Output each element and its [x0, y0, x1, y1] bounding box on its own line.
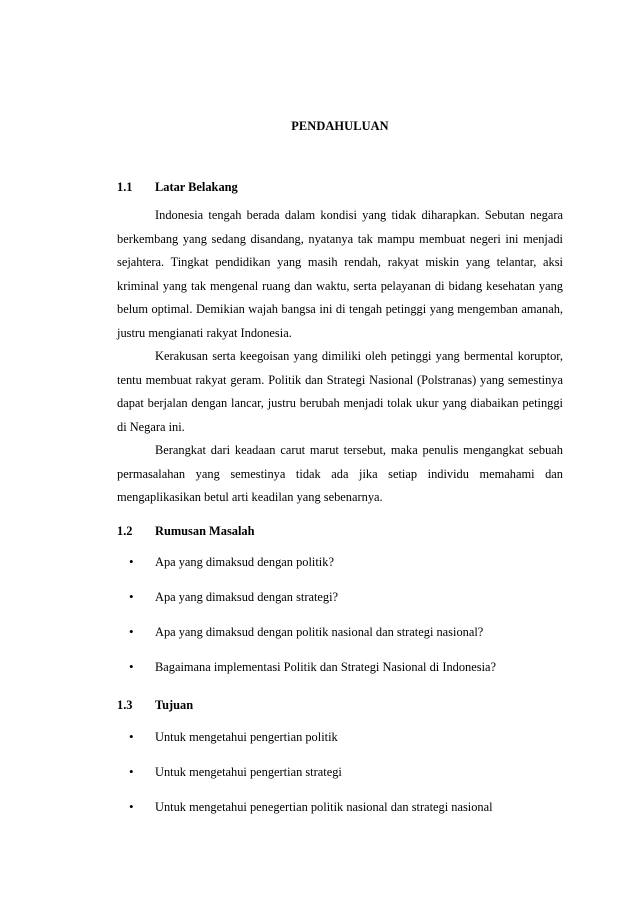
list-item: [117, 555, 496, 590]
list-item: [117, 590, 496, 625]
section-heading-rumusan-masalah: [117, 524, 255, 539]
list-item-text: Bagaimana implementasi Politik dan Strategi Nasional di Indonesia?: [155, 660, 497, 674]
list-item-text: Apa yang dimaksud dengan strategi?: [155, 590, 339, 604]
tujuan-list: [117, 730, 493, 835]
bullet-icon: •: [129, 624, 134, 639]
list-item-text: Apa yang dimaksud dengan politik nasional dan strategi nasional?: [155, 625, 484, 639]
list-item: [117, 765, 493, 800]
list-item-text: Untuk mengetahui penegertian politik nasional dan strategi nasional: [155, 800, 493, 814]
section-heading-tujuan: [117, 698, 193, 713]
section-number: 1.3: [117, 698, 133, 712]
bullet-icon: •: [129, 659, 134, 674]
bullet-icon: •: [129, 729, 134, 744]
section-title: Latar Belakang: [155, 180, 238, 194]
section-number: 1.2: [117, 524, 133, 538]
list-item-text: Untuk mengetahui pengertian strategi: [155, 765, 342, 779]
paragraph: Kerakusan serta keegoisan yang dimiliki oleh petinggi yang bermental koruptor, tentu membuat rakyat geram. Politik dan Strategi Nasional (Polstranas) yang semestinya dapat berjalan dengan lancar, justru berubah menjadi tolak ukur yang diabaikan petinggi di Negara ini.: [117, 349, 563, 434]
section-title: Rumusan Masalah: [155, 524, 255, 538]
paragraph: Berangkat dari keadaan carut marut tersebut, maka penulis mengangkat sebuah permasalahan yang semestinya tidak ada jika setiap individu memahami dan mengaplikasikan betul arti keadilan yang sebenarnya.: [117, 443, 563, 504]
list-item: [117, 660, 496, 695]
page-title: PENDAHULUAN: [291, 119, 389, 133]
bullet-icon: •: [129, 554, 134, 569]
list-item: [117, 730, 493, 765]
section-number: 1.1: [117, 180, 133, 194]
list-item: [117, 625, 496, 660]
list-item: [117, 800, 493, 835]
bullet-icon: •: [129, 589, 134, 604]
list-item-text: Apa yang dimaksud dengan politik?: [155, 555, 334, 569]
bullet-icon: •: [129, 764, 134, 779]
section-title: Tujuan: [155, 698, 194, 712]
list-item-text: Untuk mengetahui pengertian politik: [155, 730, 338, 744]
rumusan-masalah-list: [117, 555, 496, 695]
section-heading-latar-belakang: [117, 180, 238, 195]
paragraph: Indonesia tengah berada dalam kondisi yang tidak diharapkan. Sebutan negara berkembang yang sedang disandang, nyatanya tak mampu membuat negeri ini menjadi sejahtera. Tingkat pendidikan yang masih rendah, rakyat miskin yang telantar, aksi kriminal yang tak mengenal ruang dan waktu, serta pelayanan di bidang kesehatan yang belum optimal. Demikian wajah bangsa ini di tengah petinggi yang mengemban amanah, justru mengianati rakyat Indonesia.: [117, 208, 563, 340]
bullet-icon: •: [129, 799, 134, 814]
